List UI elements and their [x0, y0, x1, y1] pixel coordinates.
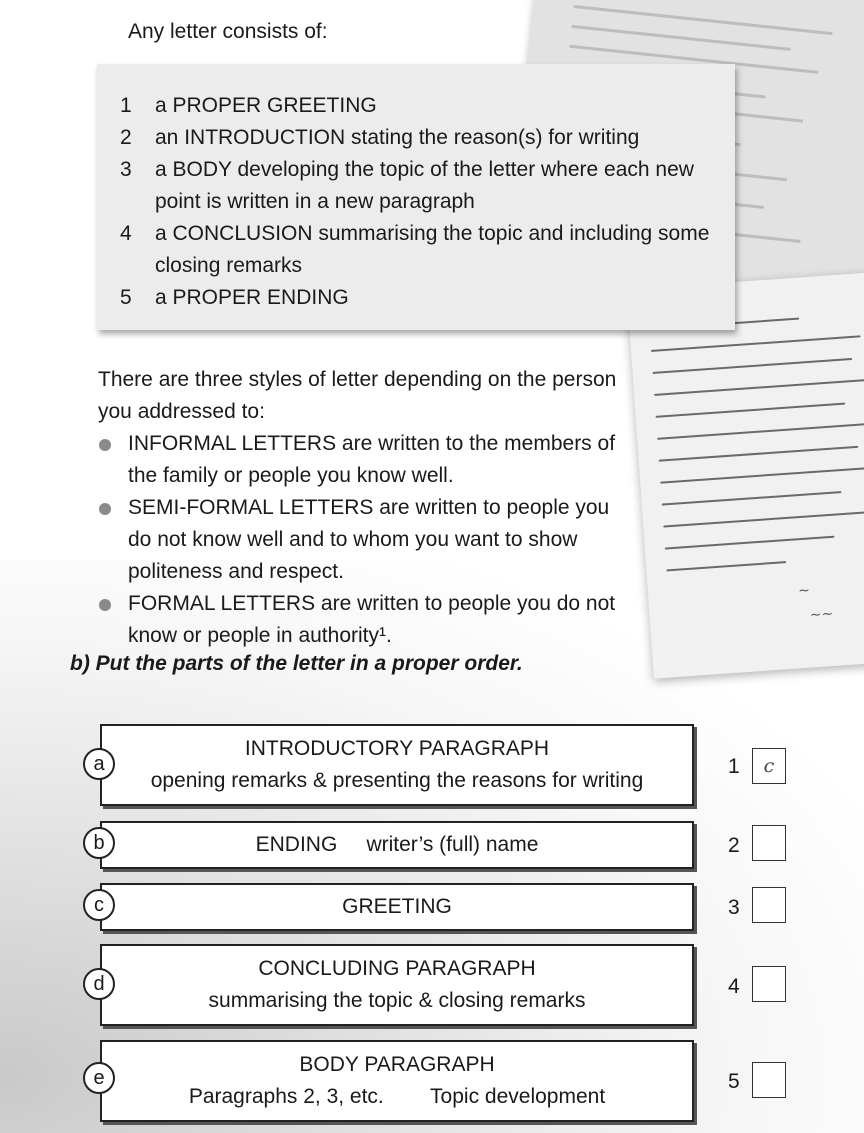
answer-box-3[interactable]	[752, 887, 786, 923]
answer-box-4[interactable]	[752, 966, 786, 1002]
intro-heading: Any letter consists of:	[128, 20, 328, 43]
part-subtitle: Paragraphs 2, 3, etc. Topic development	[188, 1085, 606, 1108]
answer-number: 1	[728, 755, 740, 778]
letter-marker-c: c	[83, 889, 115, 921]
part-subtitle: opening remarks & presenting the reasons for writing	[150, 769, 644, 792]
task-heading: b) Put the parts of the letter in a proper order.	[70, 652, 523, 675]
letter-marker-a: a	[83, 748, 115, 780]
styles-item-informal: INFORMAL LETTERS are written to the members of the family or people you know well.	[98, 428, 638, 492]
answer-number: 5	[728, 1070, 740, 1093]
part-box-b	[100, 821, 694, 869]
list-item-number: 3	[120, 158, 132, 181]
answer-number: 4	[728, 975, 740, 998]
part-title: CONCLUDING PARAGRAPH	[258, 957, 536, 980]
part-title: ENDING writer’s (full) name	[255, 833, 539, 856]
list-item-text: a PROPER ENDING	[155, 286, 349, 309]
background-letter-handwritten: ~ ~~	[627, 271, 864, 678]
part-title: BODY PARAGRAPH	[299, 1053, 495, 1076]
answer-number: 3	[728, 896, 740, 919]
part-box-a	[100, 724, 694, 806]
part-box-c	[100, 883, 694, 931]
letter-marker-e: e	[83, 1062, 115, 1094]
list-item	[117, 282, 727, 314]
list-item-text: a CONCLUSION summarising the topic and including some closing remarks	[155, 222, 710, 277]
list-item-text: a PROPER GREETING	[155, 94, 377, 117]
answer-box-5[interactable]	[752, 1062, 786, 1098]
part-title: INTRODUCTORY PARAGRAPH	[244, 737, 550, 760]
bullet-icon	[99, 599, 111, 611]
styles-item-semi-formal: SEMI-FORMAL LETTERS are written to people you do not know well and to whom you want to show politeness and respect.	[98, 492, 638, 588]
answer-box-1[interactable]: c	[752, 748, 786, 784]
part-subtitle: summarising the topic & closing remarks	[208, 989, 586, 1012]
bullet-icon	[99, 439, 111, 451]
styles-item-formal: FORMAL LETTERS are written to people you do not know or people in authority¹.	[98, 588, 638, 652]
letter-structure-list	[117, 90, 727, 314]
answer-number: 2	[728, 834, 740, 857]
part-title: GREETING	[342, 895, 452, 918]
styles-intro: There are three styles of letter depending on the person you addressed to:	[98, 368, 617, 423]
list-item-number: 4	[120, 222, 132, 245]
styles-list	[98, 428, 638, 652]
part-box-d	[100, 944, 694, 1026]
list-item-number: 1	[120, 94, 132, 117]
list-item	[117, 90, 727, 122]
part-box-e	[100, 1040, 694, 1122]
list-item	[117, 122, 727, 154]
answer-box-2[interactable]	[752, 825, 786, 861]
letter-styles-section	[98, 364, 638, 652]
list-item	[117, 154, 727, 218]
letter-marker-b: b	[83, 827, 115, 859]
list-item-number: 2	[120, 126, 132, 149]
letter-marker-d: d	[83, 968, 115, 1000]
list-item-number: 5	[120, 286, 132, 309]
list-item-text: an INTRODUCTION stating the reason(s) for writing	[155, 126, 640, 149]
list-item	[117, 218, 727, 282]
bullet-icon	[99, 503, 111, 515]
list-item-text: a BODY developing the topic of the letter where each new point is written in a new paragraph	[155, 158, 694, 213]
letter-structure-box	[97, 64, 735, 330]
